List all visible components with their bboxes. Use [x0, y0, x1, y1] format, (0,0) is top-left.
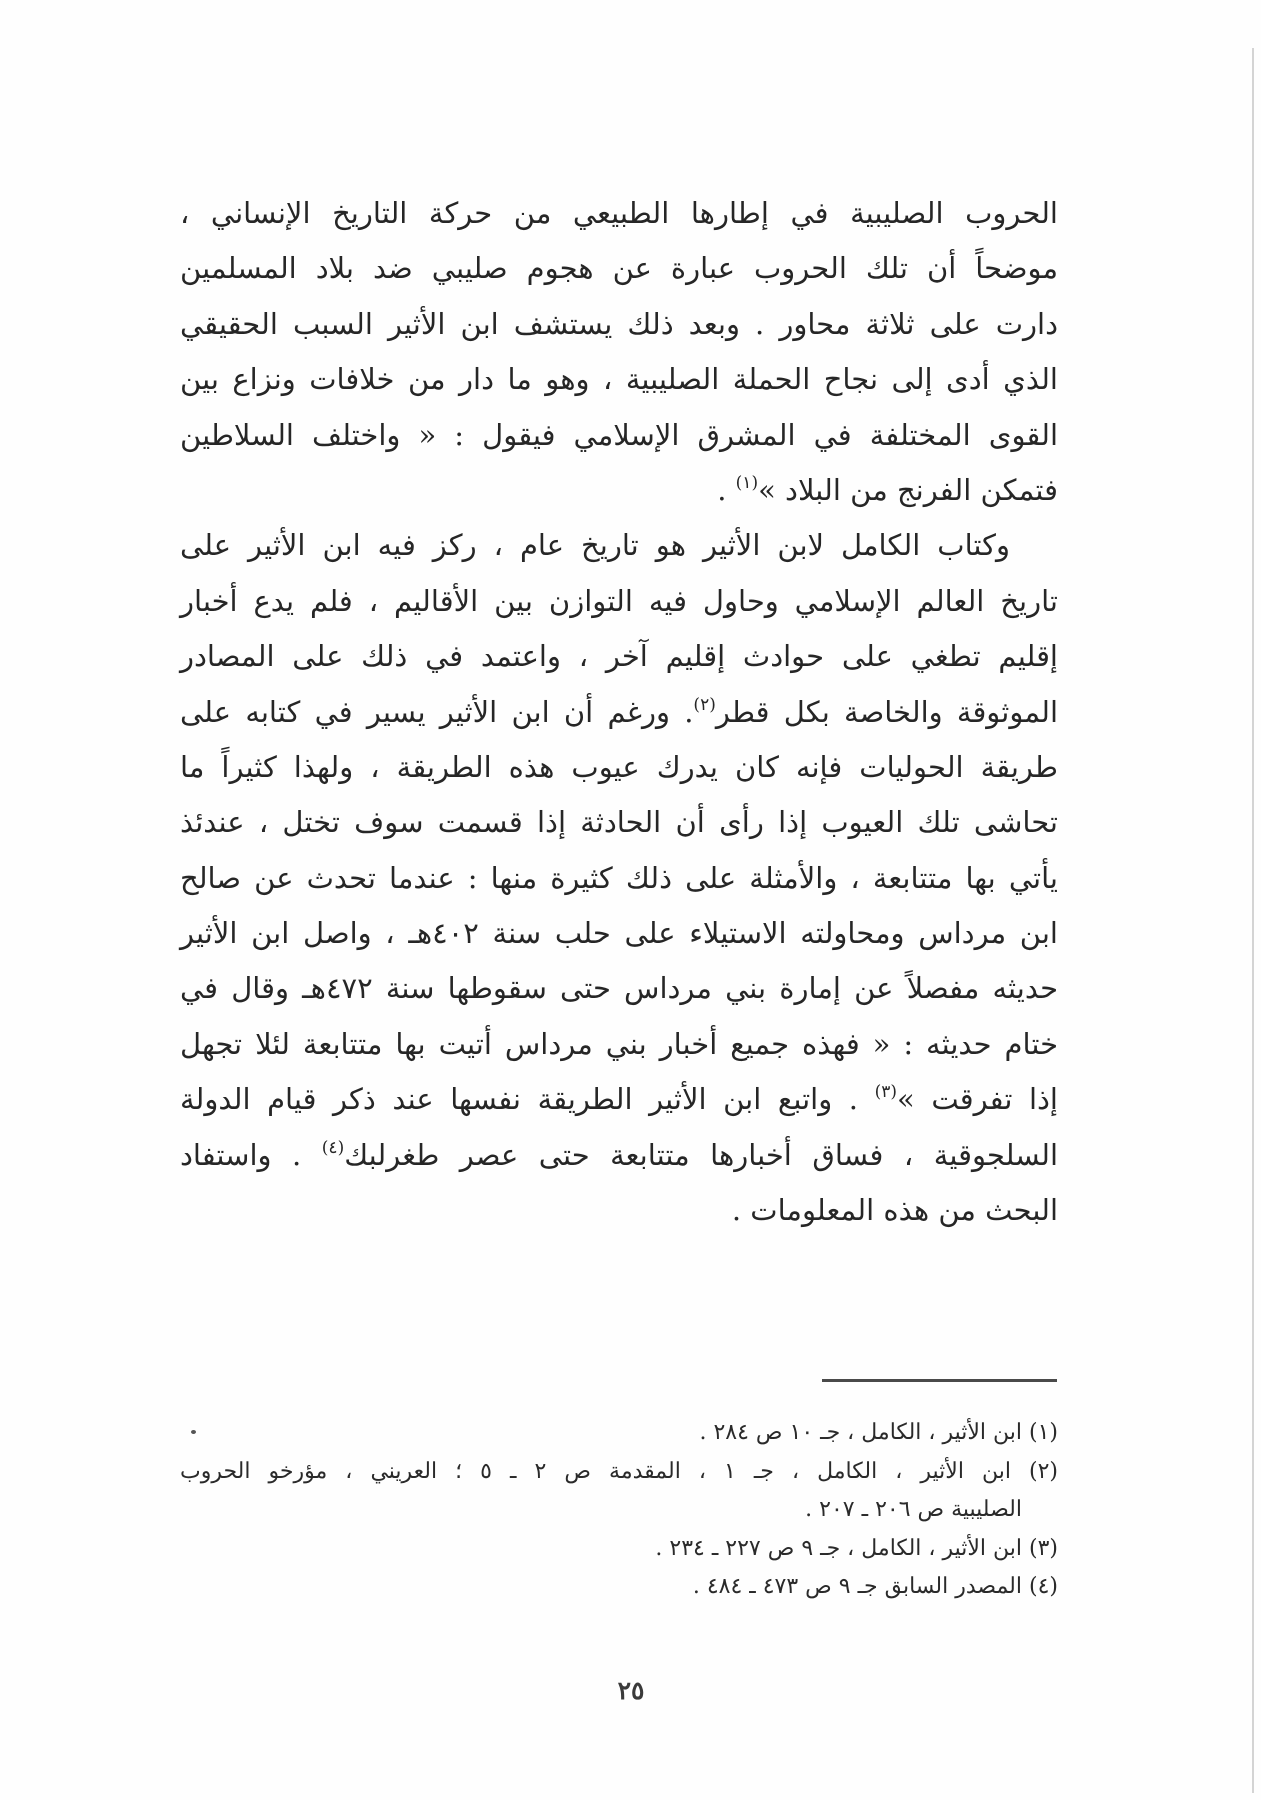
- footnote-4: [180, 1568, 1058, 1607]
- body-line: [180, 241, 1058, 296]
- body-line: [180, 518, 1058, 573]
- line-text: طريقة الحوليات فإنه كان يدرك عيوب هذه الطريقة ، ولهذا كثيراً ما: [180, 749, 1058, 784]
- body-line: [180, 1128, 1058, 1183]
- body-line: [180, 629, 1058, 684]
- line-text: إقليم تطغي على حوادث إقليم آخر ، واعتمد في ذلك على المصادر: [180, 639, 1058, 674]
- line-text: . واستفاد: [180, 1137, 322, 1172]
- page-number: ٢٥: [617, 1676, 645, 1705]
- body-line: [180, 795, 1058, 850]
- footnote-ref-1[interactable]: (١): [735, 472, 759, 493]
- line-text: إذا تفرقت »: [897, 1082, 1058, 1117]
- footnote-line: الصليبية ص ٢٠٦ ـ ٢٠٧ .: [805, 1497, 1022, 1522]
- line-text: السلجوقية ، فساق أخبارها متتابعة حتى عصر طغرلبك: [344, 1137, 1059, 1172]
- line-text: تاريخ العالم الإسلامي وحاول فيه التوازن بين الأقاليم ، فلم يدع أخبار: [180, 583, 1058, 618]
- body-line: [180, 574, 1058, 629]
- footnote-1: [180, 1414, 1058, 1453]
- body-text: [180, 186, 1058, 1238]
- body-line: [180, 851, 1058, 906]
- line-text: . ورغم أن ابن الأثير يسير في كتابه على: [180, 694, 694, 729]
- body-line: [180, 740, 1058, 795]
- line-text: الموثوقة والخاصة بكل قطر: [715, 694, 1058, 729]
- line-text: ابن مرداس ومحاولته الاستيلاء على حلب سنة ٤٠٢هـ ، واصل ابن الأثير: [180, 916, 1058, 951]
- footnote-2: [180, 1453, 1058, 1530]
- line-text: .: [717, 472, 736, 507]
- body-line: [180, 352, 1058, 407]
- line-text: البحث من هذه المعلومات .: [731, 1193, 1058, 1228]
- line-text: فتمكن الفرنج من البلاد »: [758, 472, 1058, 507]
- line-text: . واتبع ابن الأثير الطريقة نفسها عند ذكر قيام الدولة: [180, 1082, 875, 1117]
- footnote-separator: [822, 1379, 1057, 1382]
- page-binding-edge: [1252, 48, 1254, 1793]
- line-text: الذي أدى إلى نجاح الحملة الصليبية ، وهو ما دار من خلافات ونزاع بين: [180, 362, 1058, 397]
- line-text: القوى المختلفة في المشرق الإسلامي فيقول : « واختلف السلاطين: [180, 417, 1058, 452]
- body-line: [180, 463, 1058, 518]
- line-text: يأتي بها متتابعة ، والأمثلة على ذلك كثيرة منها : عندما تحدث عن صالح: [180, 860, 1058, 895]
- line-text: تحاشى تلك العيوب إذا رأى أن الحادثة إذا قسمت سوف تختل ، عندئذ: [180, 805, 1058, 840]
- body-line: [180, 1017, 1058, 1072]
- body-line: [180, 906, 1058, 961]
- line-text: الحروب الصليبية في إطارها الطبيعي من حركة التاريخ الإنساني ،: [180, 196, 1058, 230]
- footnotes: [180, 1414, 1058, 1607]
- line-text: موضحاً أن تلك الحروب عبارة عن هجوم صليبي ضد بلاد المسلمين: [180, 251, 1058, 286]
- line-text: دارت على ثلاثة محاور . وبعد ذلك يستشف ابن الأثير السبب الحقيقي: [180, 306, 1058, 341]
- body-line: [180, 1072, 1058, 1127]
- footnote-ref-2[interactable]: (٢): [693, 694, 716, 715]
- footnote-line: (٣) ابن الأثير ، الكامل ، جـ ٩ ص ٢٢٧ ـ ٢٣٤ .: [655, 1535, 1058, 1561]
- body-line: [180, 186, 1058, 241]
- line-text: ختام حديثه : « فهذه جميع أخبار بني مرداس أتيت بها متتابعة لئلا تجهل: [180, 1026, 1058, 1061]
- body-line: [180, 408, 1058, 463]
- footnote-line: (٢) ابن الأثير ، الكامل ، جـ ١ ، المقدمة ص ٢ ـ ٥ ؛ العريني ، مؤرخو الحروب: [180, 1458, 1058, 1484]
- footnote-ref-4[interactable]: (٤): [321, 1137, 345, 1158]
- footnote-ref-3[interactable]: (٣): [874, 1082, 897, 1103]
- footnote-line: (١) ابن الأثير ، الكامل ، جـ ١٠ ص ٢٨٤ .: [699, 1420, 1058, 1445]
- body-line: [180, 1183, 1058, 1238]
- footnote-line: (٤) المصدر السابق جـ ٩ ص ٤٧٣ ـ ٤٨٤ .: [692, 1574, 1058, 1599]
- body-line: [180, 685, 1058, 740]
- line-text: وكتاب الكامل لابن الأثير هو تاريخ عام ، ركز فيه ابن الأثير على: [180, 528, 1010, 563]
- footnote-3: [180, 1530, 1058, 1569]
- line-text: حديثه مفصلاً عن إمارة بني مرداس حتى سقوطها سنة ٤٧٢هـ وقال في: [180, 971, 1058, 1006]
- body-line: [180, 961, 1058, 1016]
- body-line: [180, 297, 1058, 352]
